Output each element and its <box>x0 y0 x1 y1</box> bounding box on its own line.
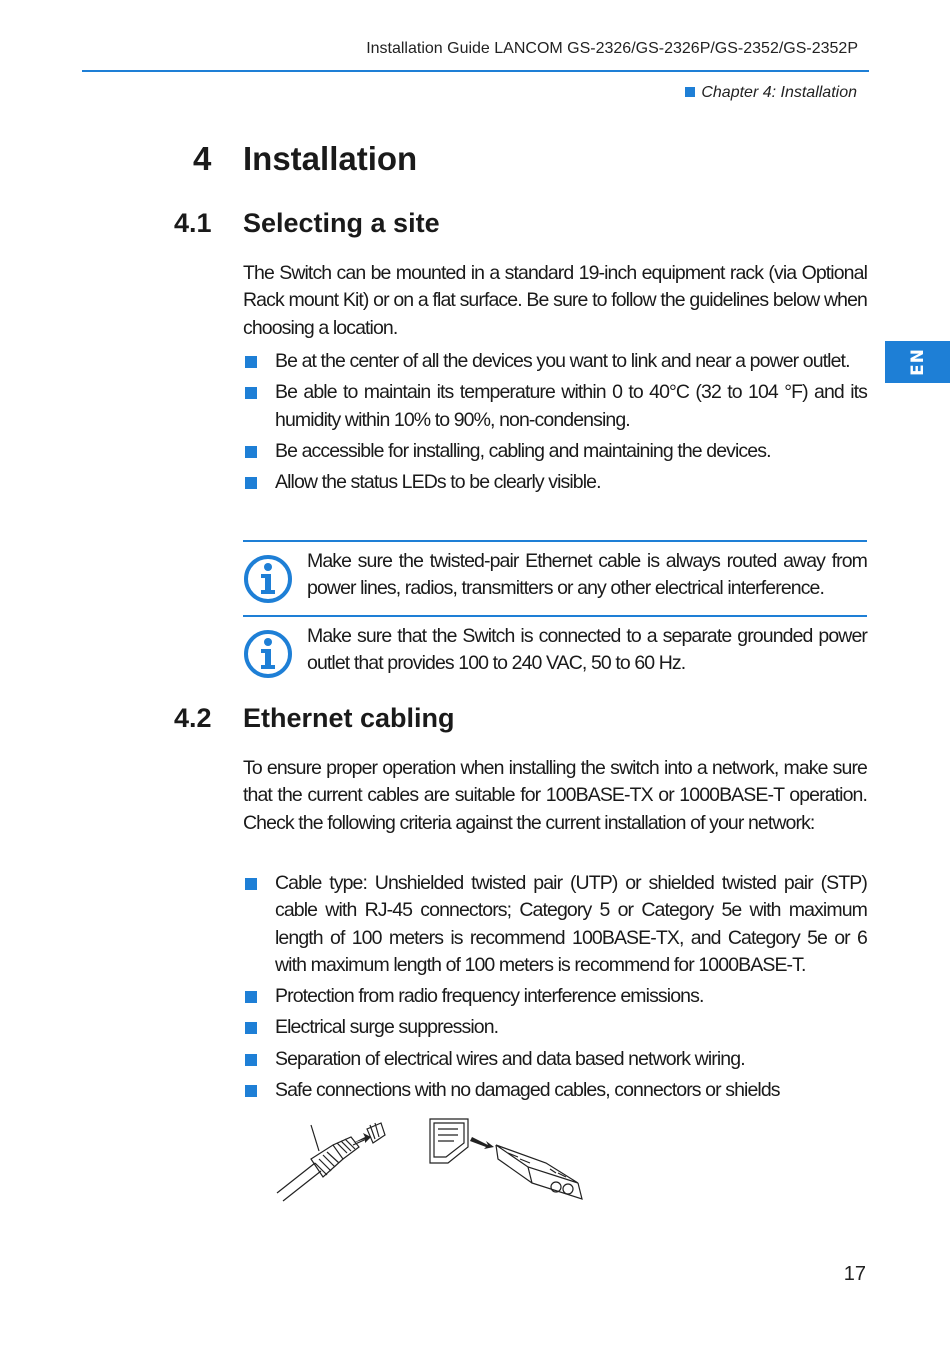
page-number: 17 <box>843 1263 866 1285</box>
info-note <box>243 540 867 617</box>
info-icon <box>243 554 293 604</box>
list-item: Allow the status LEDs to be clearly visible. <box>243 469 867 496</box>
site-requirements-list <box>243 348 867 500</box>
section-number: 4.1 <box>174 208 212 238</box>
list-item: Safe connections with no damaged cables, connectors or shields <box>243 1077 867 1104</box>
square-bullet-icon <box>245 387 257 399</box>
list-item: Separation of electrical wires and data based network wiring. <box>243 1046 867 1073</box>
info-icon <box>243 629 293 679</box>
chapter-title: Installation <box>243 140 418 177</box>
square-bullet-icon <box>245 446 257 458</box>
running-header: Installation Guide LANCOM GS-2326/GS-2326P/GS-2352/GS-2352P <box>366 40 858 57</box>
list-item: Be accessible for installing, cabling and maintaining the devices. <box>243 438 867 465</box>
section-intro-paragraph: To ensure proper operation when installing the switch into a network, make sure that the current cables are suitable for 100BASE-TX or 1000BASE-T operation. Check the following criteria against the current installation of your network: <box>243 757 867 834</box>
info-note-text: Make sure the twisted-pair Ethernet cable is always routed away from power lines, radios, transmitters or any other electrical interference. <box>307 550 867 600</box>
list-item: Cable type: Unshielded twisted pair (UTP) or shielded twisted pair (STP) cable with RJ-45 connectors; Category 5 or Category 5e with maximum length of 100 meters is recommend 100BASE-TX, and Category 5e or 6 with maximum length of 100 meters is recommend for 1000BASE-T. <box>243 870 867 979</box>
square-bullet-icon <box>245 1022 257 1034</box>
square-bullet-icon <box>685 87 695 97</box>
language-tab-label: EN <box>907 348 928 376</box>
chapter-reference <box>685 84 857 102</box>
section-title: Selecting a site <box>243 208 440 238</box>
list-item: Be able to maintain its temperature within 0 to 40°C (32 to 104 °F) and its humidity within 10% to 90%, non-condensing. <box>243 379 867 434</box>
list-item: Be at the center of all the devices you want to link and near a power outlet. <box>243 348 867 375</box>
sfp-module-icon <box>428 1117 588 1203</box>
header-rule <box>82 70 869 72</box>
square-bullet-icon <box>245 991 257 1003</box>
square-bullet-icon <box>245 477 257 489</box>
info-note-text: Make sure that the Switch is connected to a separate grounded power outlet that provides 100 to 240 VAC, 50 to 60 Hz. <box>307 625 867 675</box>
chapter-number: 4 <box>193 140 212 177</box>
square-bullet-icon <box>245 1054 257 1066</box>
square-bullet-icon <box>245 356 257 368</box>
rj45-connector-icon <box>275 1115 390 1205</box>
cabling-criteria-list <box>243 870 867 1108</box>
section-number: 4.2 <box>174 703 212 733</box>
chapter-reference-text: Chapter 4: Installation <box>701 84 857 101</box>
section-intro-paragraph: The Switch can be mounted in a standard 19-inch equipment rack (via Optional Rack mount Kit) or on a flat surface. Be sure to follow the guidelines below when choosing a location. <box>243 262 867 339</box>
language-tab <box>885 341 950 383</box>
square-bullet-icon <box>245 878 257 890</box>
info-note <box>243 615 867 692</box>
list-item: Protection from radio frequency interference emissions. <box>243 983 867 1010</box>
section-title: Ethernet cabling <box>243 703 455 733</box>
list-item: Electrical surge suppression. <box>243 1014 867 1041</box>
square-bullet-icon <box>245 1085 257 1097</box>
